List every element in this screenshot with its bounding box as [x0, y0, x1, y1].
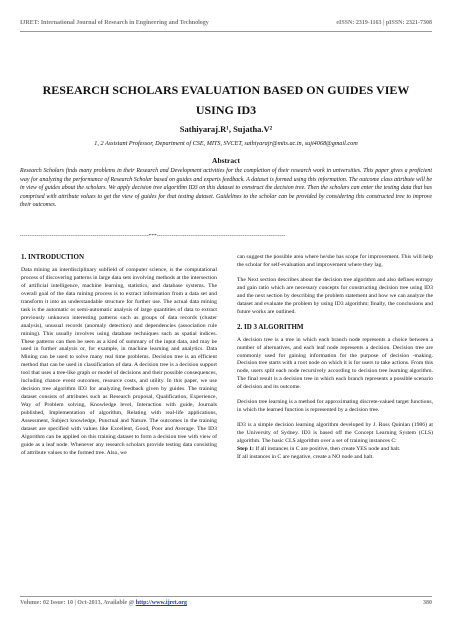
section-heading-id3: 2. ID 3 ALGORITHM [237, 322, 304, 331]
paragraph-text: If all instances in C are negative, create a NO node and halt. [237, 454, 374, 461]
footer-volume [20, 600, 187, 606]
title-line-1: RESEARCH SCHOLARS EVALUATION BASED ON GUIDES VIEW [42, 83, 410, 97]
paragraph: can suggest the possible area where he/she has scope for improvement. This will help the scholar for self-evaluation and improvement where they lag. [237, 254, 433, 268]
footer-rule [20, 596, 432, 597]
paragraph: A decision tree is a tree in which each branch node represents a choice between a number of alternatives, and each leaf node represents a decision. Decision tree are commonly used for gaining information for the purpose of decision -making. Decision tree starts with a root node on which it is for users to take actions. From this node, users split each node recursively according to decision tree learning algorithm. The final result is a decision tree in which each branch represents a possible scenario of decision and its outcome. [237, 336, 433, 391]
step-text: If all instances in C are positive, then create YES node and halt. [253, 446, 401, 453]
paragraph-text: ID3 is a simple decision learning algorithm developed by J. Ross Quinlan (1986) at the University of Sydney. ID3 is based off the Concept Learning System (CLS) algorithm. The basic CLS algorithm over a set of training instances C: [237, 422, 433, 445]
affiliation: 1, 2 Assistant Professor, Department of CSE, MITS, SVCET, sathiyarajr@mits.ac.in, suji4068@gmail.com [94, 140, 358, 147]
volume-text: Volume: 02 Issue: 10 | Oct-2013, Available @ [20, 600, 136, 606]
journal-header [20, 20, 432, 26]
journal-link[interactable]: http://www.ijret.org [135, 600, 187, 606]
abstract-text: Research Scholars finds many problems in their Research and Development activities for the completion of their research work in universities. This paper gives a proficient way for analyzing the performance of Research Scholar based on guides and experts feedback. A dataset is formed using this information. The outcome class attribute will be in view of guides about the scholars. We apply decision tree algorithm ID3 on this dataset to construct the decision tree. Then the scholars can enter the testing data that has comprised with attribute values to get the view of guides for that testing dataset. Guidelines to the scholar can be provided by considering this constructed tree to improve their outcomes. [20, 168, 432, 209]
issn: eISSN: 2319-1163 | pISSN: 2321-7308 [336, 20, 432, 26]
page-number: 380 [423, 600, 432, 606]
right-column [237, 254, 433, 462]
page-footer [20, 600, 432, 606]
authors: Sathiyaraj.R¹, Sujatha.V² [179, 124, 273, 134]
abstract-heading: Abstract [212, 156, 240, 165]
section-separator: ---------------------------------------------------------------------***--------------------------------------------------------------------- [20, 234, 286, 239]
title-line-2: USING ID3 [195, 103, 257, 117]
section-heading-introduction: 1. INTRODUCTION [21, 253, 85, 261]
step-label: Step 1: [237, 446, 254, 453]
introduction-paragraph: Data mining an interdisciplinary subfield of computer science, is the computational process of discovering patterns in large data sets involving methods at the intersection of artificial intelligence, machine learning, statistics, and database systems. The overall goal of the data mining process is to extract information from a data set and transform it into an understandable structure for further use. The actual data mining task is the automatic or semi-automatic analysis of large quantities of data to extract previously unknown interesting patterns such as groups of data records (cluster analysis), unusual records (anomaly detection) and dependencies (association rule mining). This usually involves using database techniques such as spatial indices. These patterns can then be seen as a kind of summary of the input data, and may be used in further analysis or, for example, in machine learning and analytics. Data Mining can be used to solve many real time problems. Decision tree is an efficient method that can be used in classification of data. A decision tree is a decision support tool that uses a tree-like graph or model of decisions and their possible consequences, including chance event outcomes, resource costs, and utility. In this paper, we use decision tree algorithm ID3 for analyzing feedback given by guides. The training dataset consists of attributes such as Research proposal, Qualification, Experience, Way of Problem solving, Knowledge level, Interaction with guide, Journals published, Implementation of algorithm, Relating with real-life applications, Assessment, Subject knowledge, Punctual and Nature. The outcomes in the training dataset are specified with values like Excellent, Good, Poor and Average. The ID3 Algorithm can be applied on this training dataset to form a decision tree with view of guide as a leaf node. Whenever any research scholars provide testing data consisting of attribute values to the formed tree. Also, we [21, 266, 217, 456]
header-rule [20, 31, 432, 32]
paper-title [20, 80, 432, 120]
paragraph [237, 422, 433, 462]
left-column [21, 254, 217, 465]
paragraph: The Next section describes about the decision tree algorithm and also defines entropy and gain ratio which are necessary concepts for constructing decision tree using ID3 and the next section by describing the problem statement and how we can analyze the dataset and evaluate the problem by using ID3 algorithm; finally, the conclusions and future works are outlined. [237, 276, 433, 315]
paragraph: Decision tree learning is a method for approximating discrete-valued target functions, in which the learned function is represented by a decision tree. [237, 399, 433, 414]
journal-name: IJRET: International Journal of Research in Engineering and Technology [20, 20, 209, 26]
